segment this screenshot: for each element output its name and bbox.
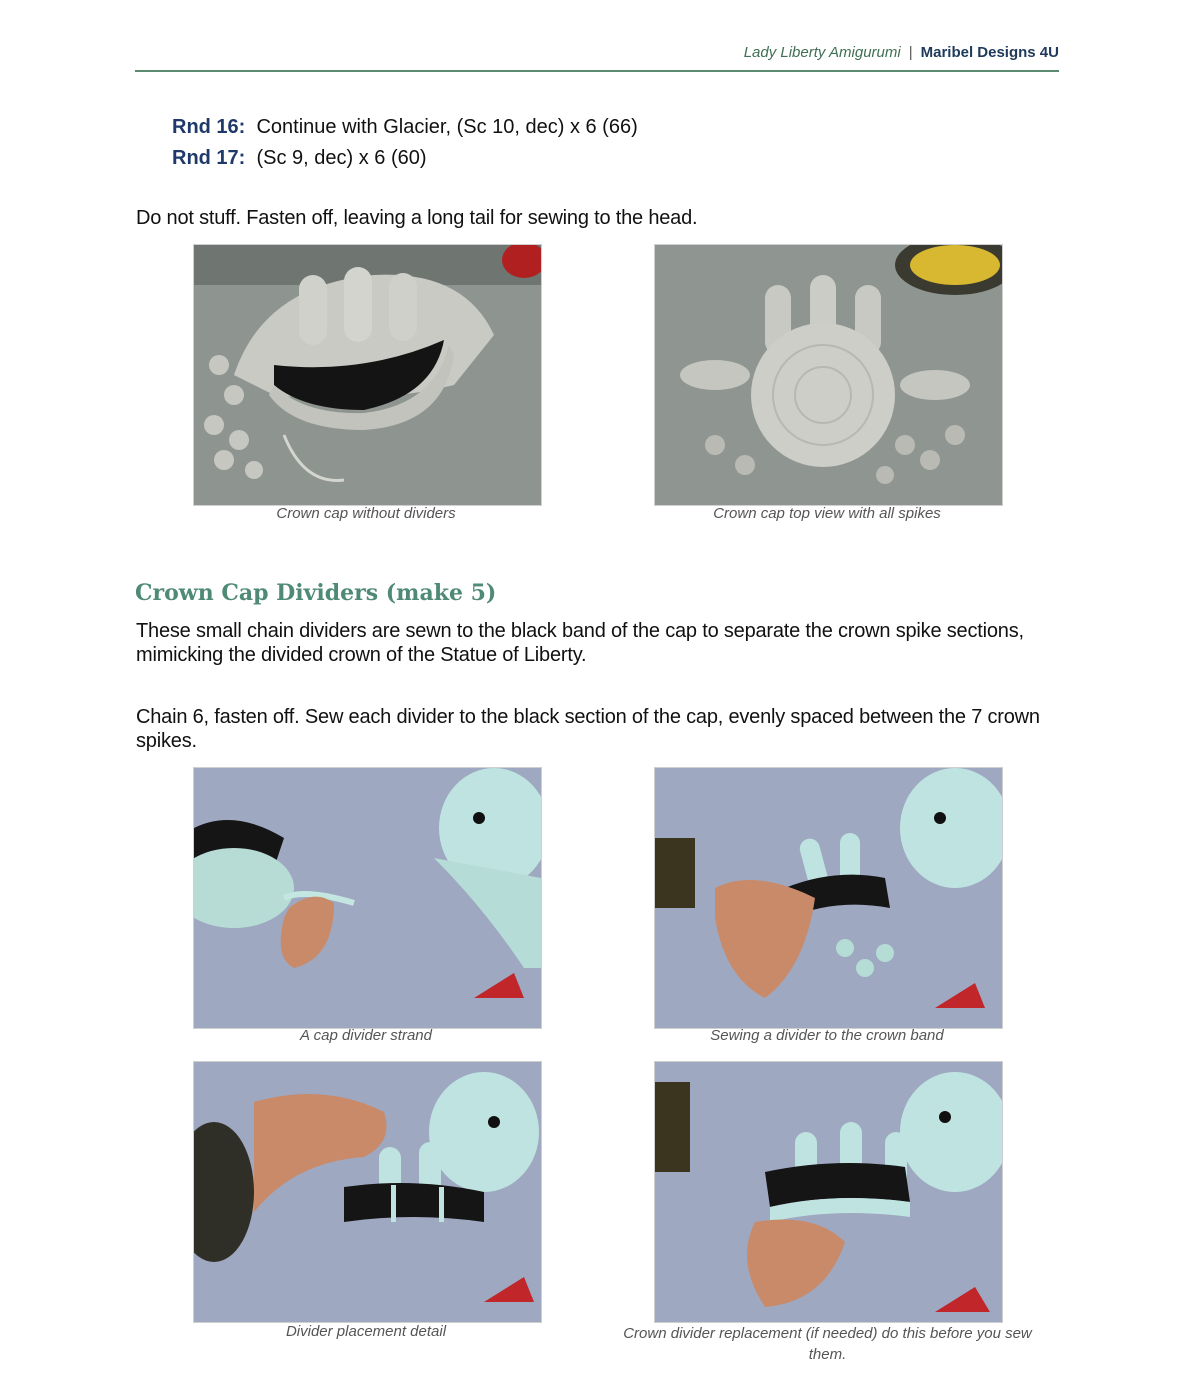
- photo-caption: Sewing a divider to the crown band: [710, 1027, 944, 1044]
- chain-step-text: Chain 6, fasten off. Sew each divider to the black section of the cap, evenly spaced between the 7 crown spikes.: [136, 706, 1040, 752]
- round-text: Continue with Glacier, (Sc 10, dec) x 6 (66): [256, 116, 638, 138]
- photo-divider-strand: [193, 767, 542, 1029]
- photo-caption: Crown divider replacement (if needed) do this before you sew them.: [623, 1325, 1032, 1363]
- photo-divider-replacement: [654, 1061, 1003, 1323]
- photo-caption: Crown cap top view with all spikes: [713, 505, 941, 522]
- page-header: [135, 44, 1059, 70]
- dividers-intro-text: These small chain dividers are sewn to the black band of the cap to separate the crown spike sections, mimicking the divided crown of the Statue of Liberty.: [136, 620, 1024, 666]
- photo-divider-placement: [193, 1061, 542, 1323]
- round-17: [172, 147, 427, 170]
- photo-sewing-divider: [654, 767, 1003, 1029]
- round-label: Rnd 17:: [172, 147, 246, 169]
- photo-caption: Divider placement detail: [285, 1323, 447, 1340]
- photo-caption: Crown cap without dividers: [276, 505, 456, 522]
- photo-crown-cap-top: [654, 244, 1003, 506]
- fasten-off-text: Do not stuff. Fasten off, leaving a long tail for sewing to the head.: [136, 207, 698, 229]
- photo-caption: A cap divider strand: [299, 1027, 432, 1044]
- document-title: Lady Liberty Amigurumi: [743, 44, 901, 61]
- brand-name: Maribel Designs 4U: [920, 44, 1059, 61]
- round-16: [172, 116, 638, 139]
- photo-crown-cap-side: [193, 244, 542, 506]
- header-rule: [135, 70, 1059, 72]
- round-text: (Sc 9, dec) x 6 (60): [256, 147, 427, 169]
- round-label: Rnd 16:: [172, 116, 246, 138]
- section-title: Crown Cap Dividers (make 5): [135, 580, 497, 606]
- header-separator: |: [908, 44, 913, 61]
